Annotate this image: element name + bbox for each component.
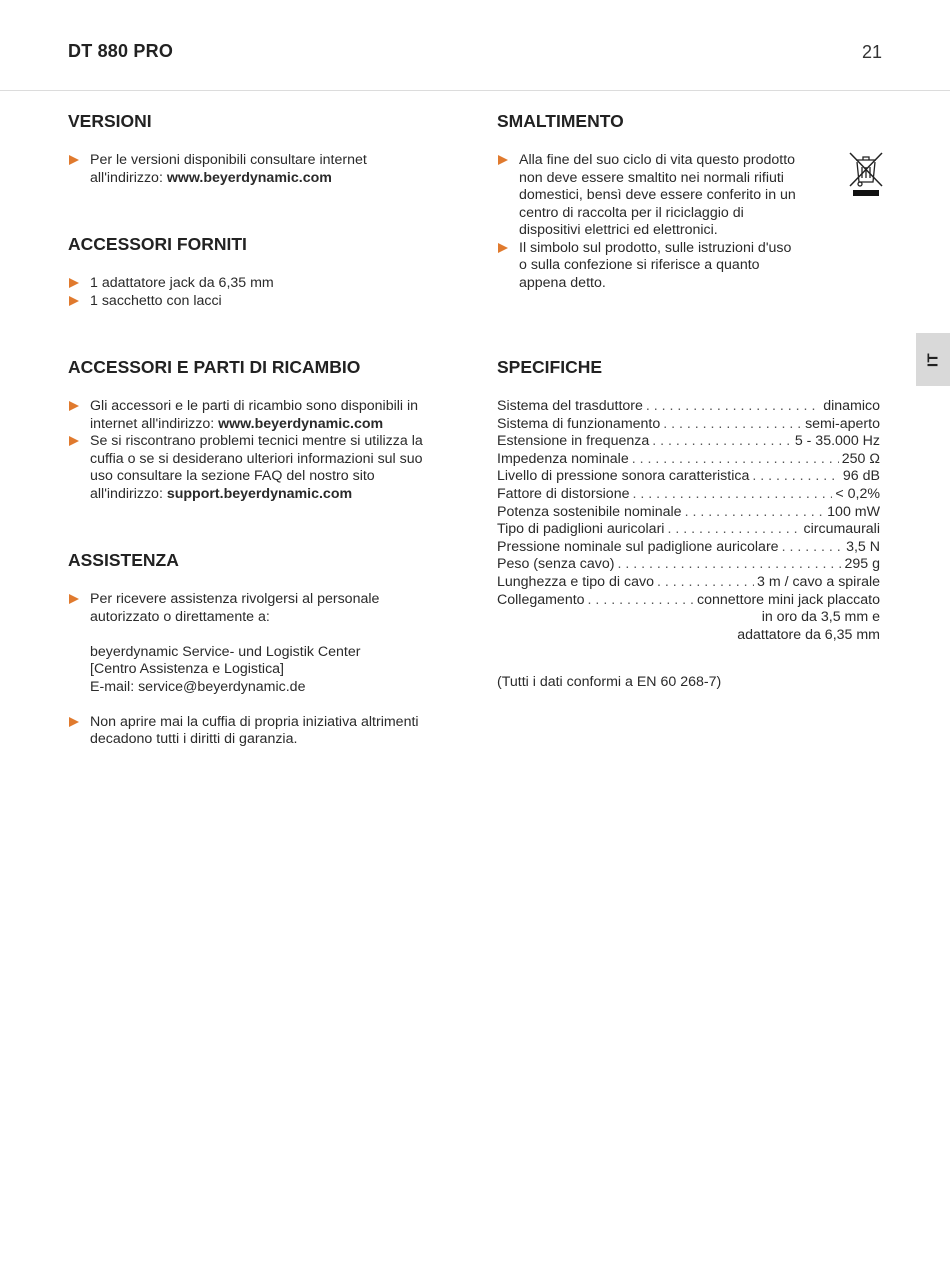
- spec-label: Tipo di padiglioni auricolari: [497, 521, 665, 538]
- spec-value: 100 mW: [827, 503, 880, 520]
- language-tab-label: IT: [924, 352, 942, 367]
- link-text[interactable]: www.beyerdynamic.com: [166, 169, 332, 186]
- section-versioni: [68, 110, 438, 187]
- list-item: Alla fine del suo ciclo di vita questo prodotto non deve essere smaltito nei normali rifiuti domestici, bensì deve essere conferito in un centro di raccolta per il riciclaggio di dispositivi elettrici ed elettronici.: [497, 152, 802, 240]
- section-heading: VERSIONI: [68, 111, 152, 131]
- list-item-text: Per ricevere assistenza rivolgersi al personale autorizzato o direttamente a:: [90, 591, 380, 625]
- spec-value-continuation: adattatore da 6,35 mm: [737, 626, 880, 643]
- spec-value: connettore mini jack placcato: [697, 591, 880, 608]
- section-specifiche: [497, 356, 880, 644]
- section-assistenza: [68, 549, 438, 749]
- section-heading: ACCESSORI FORNITI: [68, 234, 247, 254]
- section-accessori-forniti: [68, 233, 438, 310]
- email-address[interactable]: E-mail: service@beyerdynamic.de: [90, 678, 306, 695]
- link-text[interactable]: support.beyerdynamic.com: [166, 485, 353, 502]
- spec-row: [497, 398, 880, 416]
- spec-row: [497, 433, 880, 451]
- list-item-text: Per le versioni disponibili consultare internet all'indirizzo:: [90, 152, 367, 186]
- section-heading: ASSISTENZA: [68, 550, 179, 570]
- spec-row: [497, 416, 880, 434]
- spec-row: [497, 468, 880, 486]
- spec-value: < 0,2%: [835, 485, 880, 502]
- list-item: 1 adattatore jack da 6,35 mm: [68, 275, 438, 293]
- list-item: Il simbolo sul prodotto, sulle istruzioni d'uso o sulla confezione si riferisce a quanto appena detto.: [497, 240, 802, 293]
- spec-label: Livello di pressione sonora caratteristica: [497, 468, 750, 485]
- spec-row: [497, 451, 880, 469]
- spec-value: 3,5 N: [846, 538, 880, 555]
- spec-row: [497, 486, 880, 504]
- spec-label: Pressione nominale sul padiglione auricolare: [497, 538, 779, 555]
- spec-value: circumaurali: [803, 521, 880, 538]
- spec-value: 96 dB: [842, 468, 880, 485]
- list-item: [68, 591, 438, 714]
- bullet-list: [68, 152, 438, 187]
- spec-row: [497, 539, 880, 557]
- spec-row: [497, 504, 880, 522]
- spec-label: Estensione in frequenza: [497, 433, 650, 450]
- spec-label: Potenza sostenibile nominale: [497, 503, 682, 520]
- spec-label: Fattore di distorsione: [497, 485, 630, 502]
- list-item: [68, 433, 440, 503]
- spec-value: dinamico: [823, 398, 880, 414]
- bullet-list: [68, 275, 438, 310]
- spec-row: [497, 521, 880, 539]
- bullet-list: [68, 591, 438, 749]
- crossed-out-wheelie-bin-icon: [848, 150, 884, 200]
- section-heading: ACCESSORI E PARTI DI RICAMBIO: [68, 357, 361, 377]
- address-line: [Centro Assistenza e Logistica]: [90, 661, 284, 677]
- spec-label: Sistema di funzionamento: [497, 415, 661, 432]
- list-item: [68, 398, 440, 433]
- header-divider: [0, 90, 950, 91]
- spec-label: Lunghezza e tipo di cavo: [497, 573, 654, 590]
- page-header-title: DT 880 PRO: [68, 41, 174, 61]
- list-item: 1 sacchetto con lacci: [68, 293, 438, 311]
- link-text[interactable]: www.beyerdynamic.com: [218, 415, 384, 432]
- spec-row: [497, 574, 880, 592]
- spec-value: 250 Ω: [841, 450, 880, 467]
- section-heading: SMALTIMENTO: [497, 111, 624, 131]
- section-smaltimento: [497, 110, 802, 292]
- section-heading: SPECIFICHE: [497, 357, 603, 377]
- list-item: [68, 152, 438, 187]
- spec-row: [497, 592, 880, 610]
- spec-value: semi-aperto: [805, 415, 880, 432]
- spec-row: [497, 556, 880, 574]
- page-number: 21: [861, 42, 882, 62]
- bullet-list: [497, 152, 802, 292]
- address-line: beyerdynamic Service- und Logistik Center: [90, 643, 361, 660]
- list-item: Non aprire mai la cuffia di propria iniziativa altrimenti decadono tutti i diritti di garanzia.: [68, 714, 438, 749]
- spec-label: Collegamento: [497, 591, 585, 608]
- spec-value: 3 m / cavo a spirale: [756, 573, 880, 590]
- section-ricambio: [68, 356, 440, 503]
- spec-value-continuation: in oro da 3,5 mm e: [761, 609, 880, 626]
- spec-value: 5 - 35.000 Hz: [794, 433, 880, 450]
- bullet-list: [68, 398, 440, 503]
- spec-label: Sistema del trasduttore: [497, 398, 643, 414]
- list-item-text: Se si riscontrano problemi tecnici mentre si utilizza la cuffia o se si desiderano ulteriori informazioni sul suo uso consultare la sezione FAQ del nostro sito all'indirizzo:: [90, 433, 423, 502]
- spec-table: [497, 398, 880, 644]
- spec-label: Impedenza nominale: [497, 450, 629, 467]
- spec-footnote: (Tutti i dati conformi a EN 60 268-7): [497, 674, 722, 690]
- spec-label: Peso (senza cavo): [497, 556, 615, 573]
- language-tab: [916, 333, 950, 386]
- list-item-text: Gli accessori e le parti di ricambio sono disponibili in internet all'indirizzo:: [90, 398, 419, 432]
- spec-value: 295 g: [844, 556, 880, 573]
